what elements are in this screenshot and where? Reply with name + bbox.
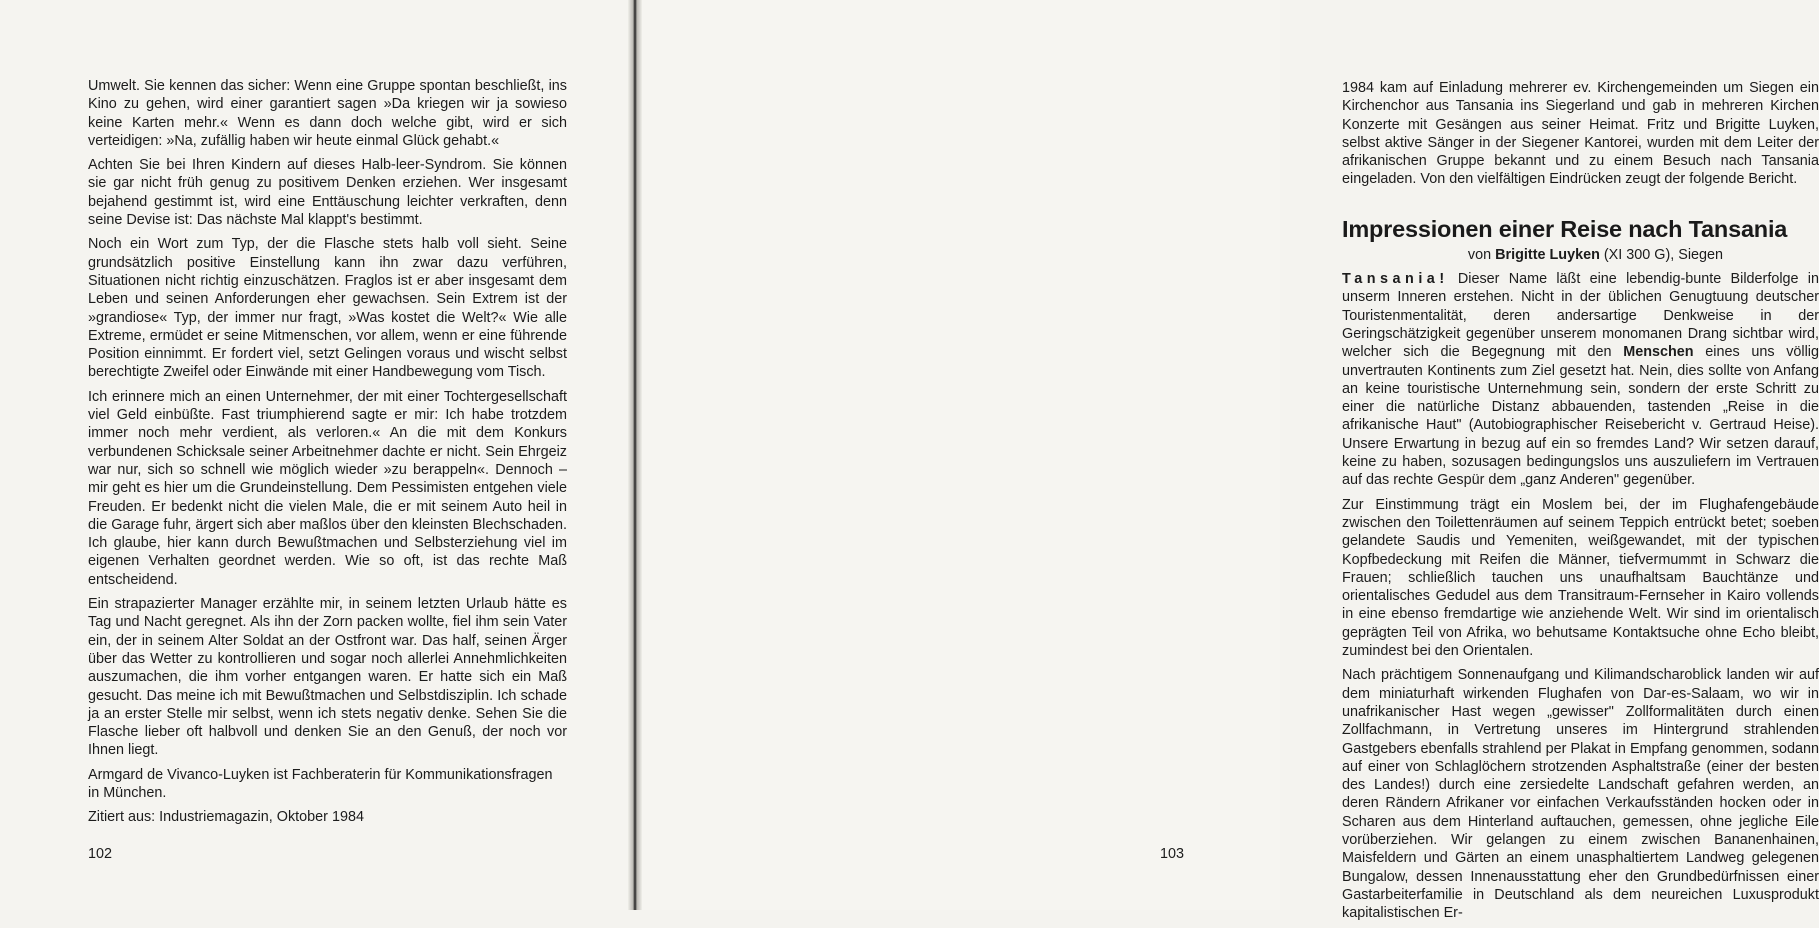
- byline: [1342, 246, 1819, 264]
- paragraph: Achten Sie bei Ihren Kindern auf dieses Halb-leer-Syndrom. Sie können sie gar nicht früh genug zu positivem Denken erziehen. Wer insgesamt bejahend gestimmt ist, wird eine Enttäuschung leichter verkraften, denn seine Devise ist: Das nächste Mal klappt's bestimmt.: [88, 157, 567, 229]
- page-number-left: 102: [88, 846, 113, 862]
- paragraph: Umwelt. Sie kennen das sicher: Wenn eine Gruppe spontan beschließt, ins Kino zu gehen, wird einer garantiert sagen »Da kriegen wir ja sowieso keine Karten mehr.« Wenn es dann doch welche gibt, wird er sich verteidigen: »Na, zufällig haben wir heute einmal Glück gehabt.«: [88, 78, 567, 149]
- paragraph: Zur Einstimmung trägt ein Moslem bei, der im Flughafengebäude zwischen den Toilettenräumen auf seinem Teppich entrückt betet; soeben gelandete Saudis und Yemeniten, weißgewandet, mit der typischen Kopfbedeckung mit Reifen die Männer, tiefvermummt in Schwarz die Frauen; schließlich tauchen uns unaufhaltsam Bauchtänze und orientalisches Gedudel aus dem Transitraum-Fernseher in Kairo vollends in eine ebenso fremdartige wie anziehende Welt. Wir sind im orientalisch geprägten Teil von Afrika, wo behutsame Kontaktsuche ohne Echo bleibt, zumindest bei den Orientalen.: [1342, 496, 1819, 660]
- paragraph: Ich erinnere mich an einen Unternehmer, der mit einer Tochtergesellschaft viel Geld einbüßte. Fast triumphierend sagte er mir: Ich habe trotzdem immer noch mehr verdient, als verloren.« An die mit dem Konkurs verbundenen Schicksale seiner Arbeitnehmer dachte er nicht. Sein Ehrgeiz war nur, sich so schnell wie möglich wieder »zu berappeln«. Dennoch – mir geht es hier um die Grundeinstellung. Dem Pessimisten entgehen viele Freuden. Er bedenkt nicht die vielen Male, die er mit seinem Auto heil in die Garage fuhr, ärgert sich aber maßlos über den kleinsten Blechschaden. Ich glaube, hier kann durch Bewußtmachen und Selbsterziehung viel im eigenen Verhalten geordnet werden. Wie so oft, ist das rechte Maß entscheidend.: [88, 388, 567, 588]
- paragraph: Nach prächtigem Sonnenaufgang und Kilimandscharoblick landen wir auf dem miniaturhaft wirkenden Flughafen von Dar-es-Salaam, wo wir in unafrikanischer Hast wegen „gewisser" Zollformalitäten durch einen Zollfachmann, in Vertretung unseres im Hintergrund strahlenden Gastgebers ebenfalls strahlend per Plakat in Empfang genommen, sodann auf einer von Schlaglöchern strotzenden Asphaltstraße (einer der besten des Landes!) durch eine zersiedelte Landschaft gefahren werden, an deren Rändern Afrikaner vor einfachen Verkaufsständen hocken oder in Scharen aus dem Hinterland auftauchen, gemessen, ohne jegliche Eile vorüberziehen. Wir gelangen zu einem zwischen Bananenhainen, Maisfeldern und Gärten an einem unasphaltiertem Landweg gelegenen Bungalow, dessen Innenausstattung eher den Grundbedürfnissen einer Gastarbeiterfamilie in Deutschland als dem neureichen Luxusprodukt kapitalistischen Er-: [1342, 667, 1819, 922]
- book-gutter: [628, 0, 642, 910]
- right-text-column: [1342, 79, 1819, 928]
- paragraph-text: Dieser Name läßt eine lebendig-bunte Bilderfolge in unserm Inneren erstehen. Nicht in der üblichen Genugtuung deutscher Touristenmentalität, deren andersartige Denkweise in der Geringschätzigkeit gegenüber unserem monomanen Drang sichtbar wird, welcher sich die Begegnung mit den: [1342, 271, 1819, 361]
- emphasis-word: Menschen: [1623, 344, 1694, 361]
- author-note: Armgard de Vivanco-Luyken ist Fachberaterin für Kommunikationsfragen in München.: [88, 766, 553, 801]
- paragraph: Ein strapazierter Manager erzählte mir, in seinem letzten Urlaub hätte es Tag und Nacht geregnet. Als ihn der Zorn packen wollte, fiel ihm sein Vater ein, der in seinem Alter Soldat an der Ostfront war. Das half, seinen Ärger über das Wetter zu kontrollieren und sogar noch allerlei Annehmlichkeiten auszumachen, die ihm vorher entgangen waren. Er hatte sich ein Maß gesucht. Das meine ich mit Bewußtmachen und Selbstdisziplin. Ich schade ja an erster Stelle mir selbst, wenn ich stets negativ denke. Sehen Sie die Flasche lieber oft halbvoll und denken Sie an den Genuß, der noch vor Ihnen liegt.: [88, 596, 567, 759]
- byline-prefix: von: [1467, 246, 1492, 263]
- right-page: [636, 0, 1819, 922]
- byline-suffix: (XI 300 G), Siegen: [1603, 246, 1724, 263]
- page-number-right: 103: [1160, 846, 1185, 862]
- left-text-column: [88, 77, 567, 833]
- left-page: [0, 0, 636, 910]
- lead-word: Tansania!: [1342, 271, 1449, 288]
- intro-paragraph: 1984 kam auf Einladung mehrerer ev. Kirchengemeinden um Siegen ein Kirchenchor aus Tansania ins Siegerland und gab in mehreren Kirchen Konzerte mit Gesängen aus seiner Heimat. Fritz und Brigitte Luyken, selbst aktive Sänger in der Siegener Kantorei, wurden mit dem Leiter der afrikanischen Gruppe bekannt und zu einem Besuch nach Tansania eingeladen. Von den vielfältigen Eindrücken zeugt der folgende Bericht.: [1342, 80, 1819, 188]
- byline-author: Brigitte Luyken: [1495, 246, 1600, 263]
- paragraph: [1342, 270, 1819, 490]
- paragraph: Noch ein Wort zum Typ, der die Flasche stets halb voll sieht. Seine grundsätzlich positive Einstellung kann ihn zwar dazu verführen, Situationen nicht richtig einzuschätzen. Fraglos ist er aber insgesamt dem Leben und seinen Anforderungen eher gewachsen. Sein Extrem ist der »grandiose« Typ, der immer nur fragt, »Was kostet die Welt?« Wie alle Extreme, ermüdet er seine Mitmenschen, vor allem, wenn er eine führende Position einnimmt. Er fordert viel, setzt Gelingen voraus und wischt selbst berechtigte Zweifel oder Einwände mit einer Handbewegung vom Tisch.: [88, 236, 567, 381]
- citation: Zitiert aus: Industriemagazin, Oktober 1984: [88, 809, 364, 826]
- paragraph-text: eines uns völlig unvertrauten Kontinents zum Ziel gesetzt hat. Nein, dies sollte von Anfang an keine touristische Unternehmung sein, sondern der erste Schritt zu einer die natürliche Distanz abbauenden, tastenden „Reise in die afrikanische Haut" (Autobiographischer Reisebericht v. Gertraud Heise). Unsere Erwartung in bezug auf ein so fremdes Land? Wir setzen darauf, keine zu haben, sozusagen bedingungslos uns auszuliefern im Vertrauen auf das rechte Gespür dem „ganz Anderen" gegenüber.: [1342, 344, 1819, 489]
- article-title: Impressionen einer Reise nach Tansania: [1342, 215, 1788, 242]
